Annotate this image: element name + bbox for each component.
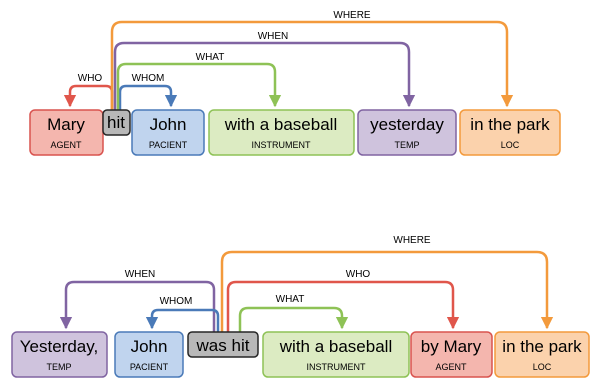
box-temp-role: TEMP [394, 140, 420, 150]
arc-when-line [66, 282, 214, 332]
box-loc-word: in the park [470, 115, 550, 134]
arc-whom [152, 296, 218, 332]
box-temp [358, 110, 456, 155]
box-pacient-role: PACIENT [148, 140, 188, 150]
box-temp-role: TEMP [46, 362, 72, 372]
arc-when [115, 31, 409, 110]
box-instrument-word: with a baseball [224, 115, 338, 134]
box-loc [460, 110, 560, 155]
box-pacient-word: John [130, 337, 168, 356]
box-loc-word: in the park [502, 337, 582, 356]
box-agent [30, 110, 103, 155]
box-verb-word: hit [107, 113, 125, 132]
arc-what [240, 294, 342, 332]
arc-who [228, 269, 453, 332]
box-agent-word: by Mary [420, 337, 482, 356]
box-loc-role: LOC [532, 362, 552, 372]
diagram-active-voice [30, 10, 560, 155]
box-agent [411, 332, 492, 377]
arc-whom-line [152, 310, 218, 332]
diagram-passive-voice [12, 235, 589, 377]
box-instrument-role: INSTRUMENT [306, 362, 366, 372]
box-agent-word: Mary [47, 115, 85, 134]
box-loc-role: LOC [500, 140, 520, 150]
arc-who-label: WHO [77, 73, 103, 84]
arc-when-label: WHEN [257, 31, 289, 42]
box-instrument-word: with a baseball [279, 337, 393, 356]
arc-whom-line [120, 86, 171, 110]
box-verb-word: was hit [196, 336, 250, 355]
arc-when-label: WHEN [124, 269, 156, 280]
arc-who [70, 73, 112, 110]
box-pacient-role: PACIENT [129, 362, 169, 372]
box-loc [495, 332, 589, 377]
box-instrument-role: INSTRUMENT [251, 140, 311, 150]
arc-what-line [240, 308, 342, 332]
box-instrument [209, 110, 354, 155]
box-instrument [263, 332, 409, 377]
box-temp [12, 332, 107, 377]
arc-what-label: WHAT [275, 294, 305, 305]
arc-where-line [222, 252, 547, 332]
arc-where-label: WHERE [333, 10, 371, 21]
box-agent-role: AGENT [435, 362, 467, 372]
box-verb [188, 332, 258, 357]
arc-who-line [70, 86, 112, 110]
arc-whom-label: WHOM [159, 296, 193, 307]
box-verb [103, 110, 130, 135]
arc-where-label: WHERE [393, 235, 431, 246]
arc-where [222, 235, 547, 332]
box-temp-word: Yesterday, [19, 337, 99, 356]
box-pacient [115, 332, 183, 377]
arc-who-label: WHO [345, 269, 371, 280]
arc-what-label: WHAT [195, 52, 225, 63]
box-temp-word: yesterday [370, 115, 444, 134]
arc-whom [120, 73, 171, 110]
box-pacient [132, 110, 204, 155]
box-pacient-word: John [149, 115, 187, 134]
box-agent-role: AGENT [50, 140, 82, 150]
arc-whom-label: WHOM [131, 73, 165, 84]
